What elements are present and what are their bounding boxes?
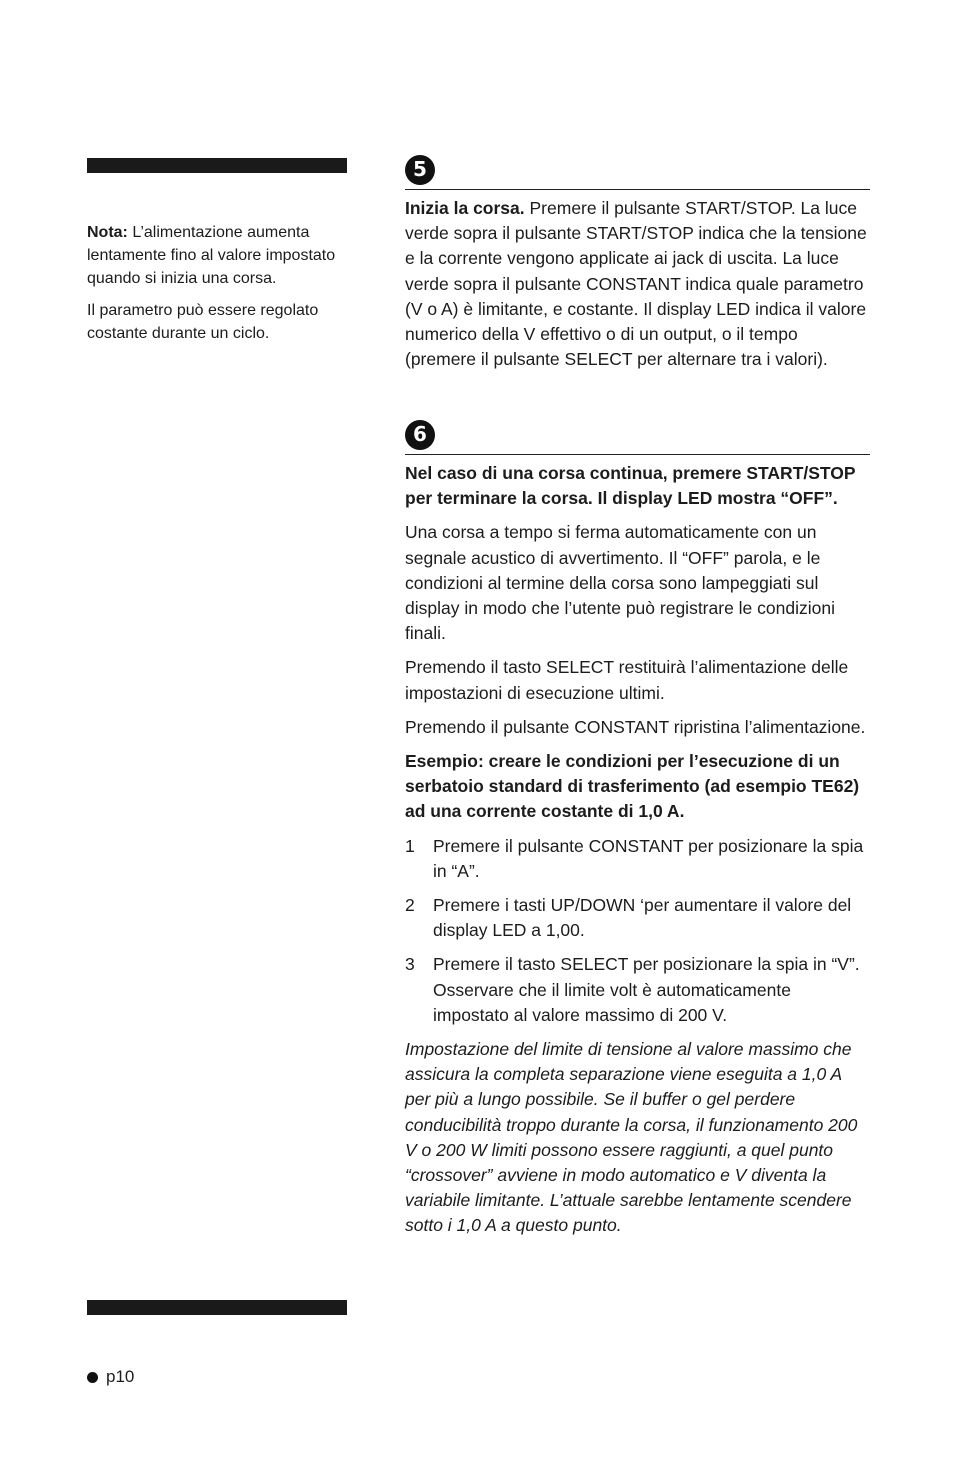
list-item <box>405 893 870 943</box>
example-heading: Esempio: creare le condizioni per l’esecuzione di un serbatoio standard di trasferimento (ad esempio TE62) ad una corrente costante di 1,0 A. <box>405 751 860 822</box>
list-item-text: Premere i tasti UP/DOWN ‘per aumentare il valore del display LED a 1,00. <box>433 895 852 941</box>
note-paragraph <box>87 221 349 290</box>
bullet-icon <box>87 1372 98 1383</box>
example-steps-list <box>405 834 870 1028</box>
step-6-section <box>405 420 870 1248</box>
page-number: p10 <box>106 1367 135 1386</box>
step-6-badge-icon: 6 <box>405 420 435 450</box>
list-item-number: 2 <box>405 895 415 916</box>
note-label: Nota: <box>87 224 128 241</box>
list-item-number: 1 <box>405 835 415 856</box>
timed-run-paragraph: Una corsa a tempo si ferma automaticamente con un segnale acustico di avvertimento. Il “OFF” parola, e le condizioni al termine della corsa sono lampeggiati sul display in modo che l’utente può registrare le condizioni finali. <box>405 522 835 644</box>
select-paragraph: Premendo il tasto SELECT restituirà l’alimentazione delle impostazioni di esecuzione ultimi. <box>405 657 849 703</box>
step-6-header <box>405 420 870 455</box>
constant-paragraph: Premendo il pulsante CONSTANT ripristina l’alimentazione. <box>405 716 866 737</box>
sidebar-bottom-bar <box>87 1300 347 1315</box>
step-5-section <box>405 155 870 381</box>
list-item-text: Premere il tasto SELECT per posizionare la spia in “V”. Osservare che il limite volt è automaticamente impostato al valore massimo di 200 V. <box>433 954 860 1025</box>
step-5-header <box>405 155 870 190</box>
list-item <box>405 834 870 884</box>
step-5-badge-icon: 5 <box>405 155 435 185</box>
note-text: L’alimentazione aumenta lentamente fino al valore impostato quando si inizia una corsa. <box>87 224 336 287</box>
page-footer <box>87 1367 134 1387</box>
step-5-text: Premere il pulsante START/STOP. La luce verde sopra il pulsante START/STOP indica che la tensione e la corrente vengono applicate ai jack di uscita. La luce verde sopra il pulsante CONSTANT indica quale parametro (V o A) è limitante, e costante. Il display LED indica il valore numerico della V effettivo o di un output, o il tempo (premere il pulsante SELECT per alternare tra i valori). <box>405 198 867 370</box>
step-6-bold-paragraph: Nel caso di una corsa continua, premere START/STOP per terminare la corsa. Il display LED mostra “OFF”. <box>405 463 856 509</box>
list-item-text: Premere il pulsante CONSTANT per posizionare la spia in “A”. <box>433 835 864 881</box>
step-5-paragraph <box>405 196 870 372</box>
voltage-limit-paragraph: Impostazione del limite di tensione al valore massimo che assicura la completa separazione viene eseguita a 1,0 A per più a lungo possibile. Se il buffer o gel perdere conducibilità troppo durante la corsa, il funzionamento 200 V o 200 W limiti possono essere raggiunti, a quel punto “crossover” avviene in modo automatico e V diventa la variabile limitante. L’attuale sarebbe lentamente scendere sotto i 1,0 A a questo punto. <box>405 1039 858 1236</box>
sidebar-notes <box>87 221 349 354</box>
list-item <box>405 952 870 1028</box>
parameter-note: Il parametro può essere regolato costante durante un ciclo. <box>87 302 319 342</box>
step-5-lead: Inizia la corsa. <box>405 198 525 218</box>
sidebar-top-bar <box>87 158 347 173</box>
list-item-number: 3 <box>405 954 415 975</box>
